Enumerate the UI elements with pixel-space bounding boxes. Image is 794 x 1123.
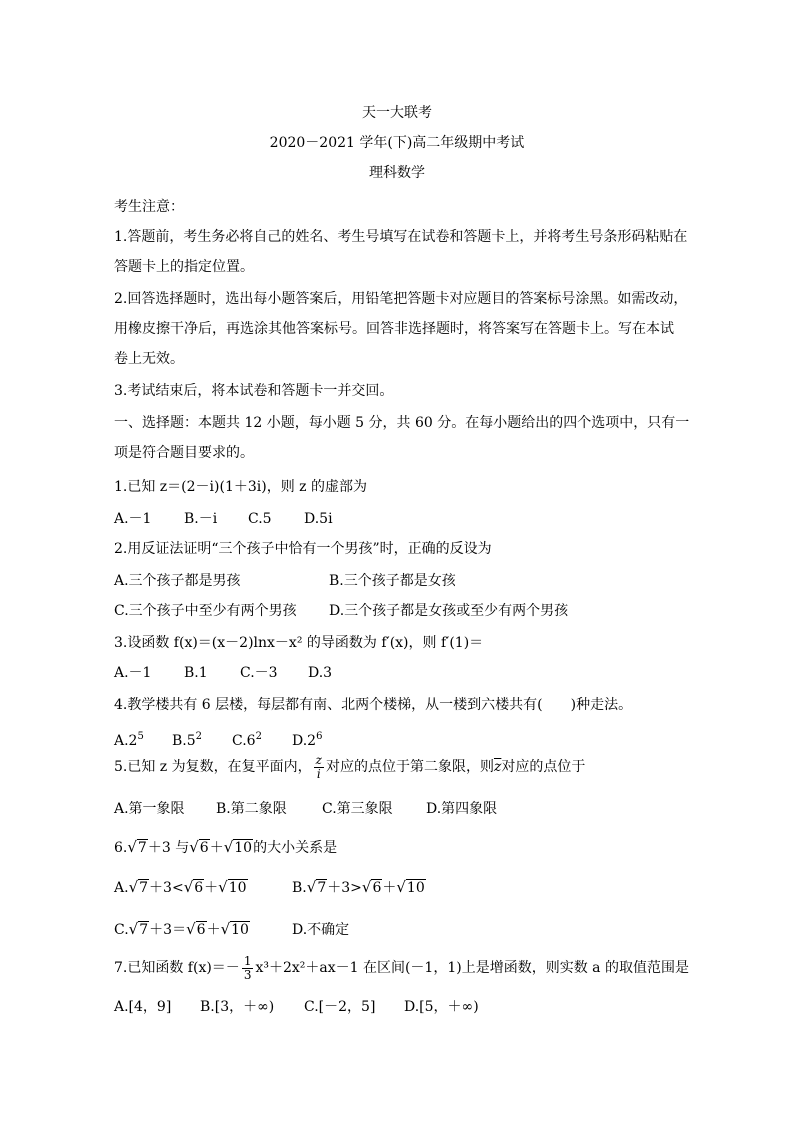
q6-option-c: C.√7＋3＝√6＋√10	[114, 920, 249, 938]
q6-options-row-1	[114, 878, 426, 897]
q5-option-a: A.第一象限	[114, 801, 185, 817]
q6-stem: 6.√7＋3 与√6＋√10的大小关系是	[114, 838, 338, 856]
q7-option-d: D.[5，＋∞)	[404, 999, 479, 1015]
sqrt-10: √10	[223, 838, 253, 856]
q3-option-d: D.3	[308, 665, 333, 681]
sqrt-6: √6	[189, 838, 209, 856]
q7-stem: 7.已知函数 f(x)＝－ $\frac{1}{3}$ x³＋2x²＋ax－1 在区间(－1，1)上是增函数，则实数 a 的取值范围是	[114, 953, 689, 982]
q3-option-b: B.1	[184, 665, 208, 681]
q2-options-row-1	[114, 572, 456, 590]
exam-title: 2020－2021 学年(下)高二年级期中考试	[269, 135, 525, 151]
q4-option-b: $B.5^2$	[172, 731, 203, 749]
q6-options-row-2	[114, 920, 349, 939]
q6-option-b: B.√7＋3>√6＋√10	[292, 878, 425, 896]
q3-option-a: A.－1	[114, 665, 152, 681]
q7-fraction: $\frac{1}{3}$	[243, 953, 252, 982]
q5-stem: 5.已知 z 为复数，在复平面内， $\frac{z}{i}$ 对应的点位于第二象限，则$\overline{z}$对应的点位于	[114, 752, 586, 781]
notice-item-3: 3.考试结束后，将本试卷和答题卡一并交回。	[114, 383, 394, 399]
q2-option-b: B.三个孩子都是女孩	[329, 573, 456, 589]
q5-option-b: B.第二象限	[216, 801, 287, 817]
notice-item-2-line-1: 2.回答选择题时，选出每小题答案后，用铅笔把答题卡对应题目的答案标号涂黑。如需改动，	[114, 291, 688, 307]
notice-item-1-line-2: 答题卡上的指定位置。	[114, 259, 254, 275]
q4-options	[114, 728, 322, 750]
q2-option-d: D.三个孩子都是女孩或至少有两个男孩	[329, 603, 569, 619]
q1-option-d: D.5i	[304, 511, 333, 527]
section-1-line-1: 一、选择题：本题共 12 小题，每小题 5 分，共 60 分。在每小题给出的四个选项中，只有一	[114, 415, 690, 431]
org-name: 天一大联考	[362, 105, 432, 121]
q6-option-a: A.√7＋3<√6＋√10	[114, 878, 247, 896]
q1-stem: 1.已知 z＝(2－i)(1＋3i)，则 z 的虚部为	[114, 479, 367, 495]
notice-title: 考生注意：	[114, 199, 184, 215]
q2-options-row-2	[114, 602, 568, 620]
q4-option-d: $D.2^6$	[292, 731, 323, 749]
q5-conjugate-z: $\overline{z}$	[493, 759, 502, 775]
q7-option-a: A.[4，9]	[114, 999, 172, 1015]
q6-option-d: D.不确定	[292, 922, 350, 938]
q7-option-b: B.[3，＋∞)	[200, 999, 275, 1015]
q2-option-a: A.三个孩子都是男孩	[114, 573, 241, 589]
q7-option-c: C.[－2，5]	[304, 999, 376, 1015]
q4-option-c: $C.6^2$	[232, 731, 262, 749]
q1-options	[114, 510, 333, 528]
section-1-line-2: 项是符合题目要求的。	[114, 445, 254, 461]
q5-fraction: $\frac{z}{i}$	[315, 752, 322, 781]
subject-title: 理科数学	[369, 165, 425, 181]
q1-option-b: B.－i	[184, 511, 218, 527]
q7-options	[114, 998, 479, 1016]
q1-option-a: A.－1	[114, 511, 152, 527]
q3-stem: 3.设函数 f(x)＝(x－2)lnx－x² 的导函数为 f′(x)，则 f′(1)＝	[114, 635, 484, 651]
notice-item-1-line-1: 1.答题前，考生务必将自己的姓名、考生号填写在试卷和答题卡上，并将考生号条形码粘贴在	[114, 229, 688, 245]
q5-options	[114, 800, 497, 818]
q2-option-c: C.三个孩子中至少有两个男孩	[114, 603, 297, 619]
q4-option-a: $A.2^5$	[114, 731, 144, 749]
notice-item-2-line-3: 卷上无效。	[114, 351, 184, 367]
q4-stem: 4.教学楼共有 6 层楼，每层都有南、北两个楼梯，从一楼到六楼共有( )种走法。	[114, 697, 633, 713]
q5-option-c: C.第三象限	[322, 801, 393, 817]
q2-stem: 2.用反证法证明“三个孩子中恰有一个男孩”时，正确的反设为	[114, 541, 492, 557]
q3-options	[114, 664, 332, 682]
notice-item-2-line-2: 用橡皮擦干净后，再选涂其他答案标号。回答非选择题时，将答案写在答题卡上。写在本试	[114, 321, 674, 337]
q5-option-d: D.第四象限	[426, 801, 498, 817]
q1-option-c: C.5	[248, 511, 272, 527]
sqrt-7: √7	[127, 838, 147, 856]
q3-option-c: C.－3	[240, 665, 278, 681]
